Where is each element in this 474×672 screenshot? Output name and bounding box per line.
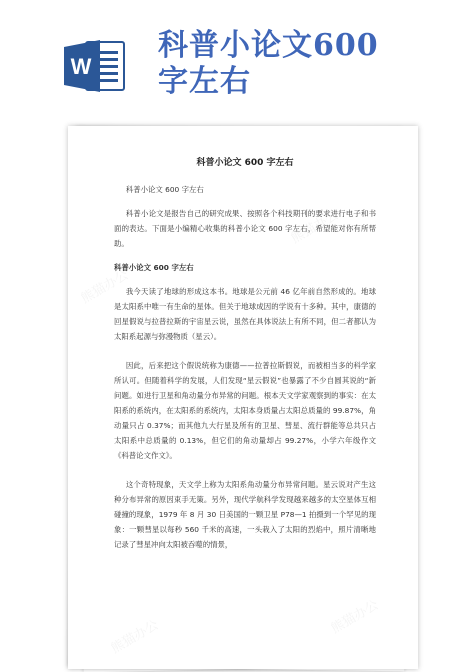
document-body xyxy=(114,156,376,552)
header-title-line1: 科普小论文600 xyxy=(158,28,379,63)
watermark: 熊猫办公 xyxy=(108,617,162,657)
section-heading: 科普小论文 600 字左右 xyxy=(114,263,194,272)
document-title: 科普小论文 600 字左右 xyxy=(196,158,294,168)
intro-paragraph: 科普小论文是报告自己的研究成果、按照各个科技期刊的要求进行电子和书面的表达。下面是小编精心收集的科普小论文 600 字左右，希望能对你有所帮助。 xyxy=(114,209,376,248)
document-subtitle: 科普小论文 600 字左右 xyxy=(125,185,204,194)
word-logo-letter: W xyxy=(70,54,92,79)
header-banner xyxy=(0,0,474,110)
header-title xyxy=(158,28,458,100)
document-page xyxy=(68,126,418,669)
watermark: 熊猫办公 xyxy=(78,267,132,307)
document-preview xyxy=(68,126,426,669)
watermark: 熊猫办公 xyxy=(328,597,382,637)
body-paragraph: 这个奇特现象，天文学上称为太阳系角动量分布异常问题。星云说对产生这种分布异常的原因束手无策。另外，现代学航科学发现越来越多的太空星体互相碰撞的现象，1979 年 8 月 30 日美国的一颗卫星 P78—1 拍摄到一个罕见的现象：一颗彗星以每秒 560 千米的高速，一头栽入了太阳的烈焰中，照片清晰地记录了彗星冲向太阳被吞噬的情景， xyxy=(114,480,376,549)
body-paragraph: 因此，后来把这个假说统称为康德——拉普拉斯假说，而被相当多的科学家所认可。但随着科学的发展，人们发现“星云假说”也暴露了不少自圆其说的“新问题。如进行卫星和角动量分布异常的问题。根本天文学家观察到的事实：在太阳系的系统内，在太阳系的系统内，太阳本身质量占太阳总质量的 99.87%，角动量只占 0.37%；而其他九大行星及所有的卫星、彗星、流行群能等总共只占太阳系中总质量的 0.13%，但它们的角动量却占 99.27%，小学六年级作文《科普论文作文》。 xyxy=(114,361,376,460)
watermark: 熊猫办公 xyxy=(288,207,342,247)
body-paragraph: 我今天读了地球的形成这本书。地球是公元前 46 亿年前自然形成的。地球是太阳系中唯一有生命的星体。但关于地球成因的学说有十多种。其中，康德的回星假说与拉普拉斯的宇宙星云说，虽然在具体说法上有所不同，但二者都认为太阳系起源与弥漫物质（星云）。 xyxy=(114,287,376,341)
header-title-line2: 字左右 xyxy=(158,64,251,99)
word-logo-icon xyxy=(64,38,126,94)
